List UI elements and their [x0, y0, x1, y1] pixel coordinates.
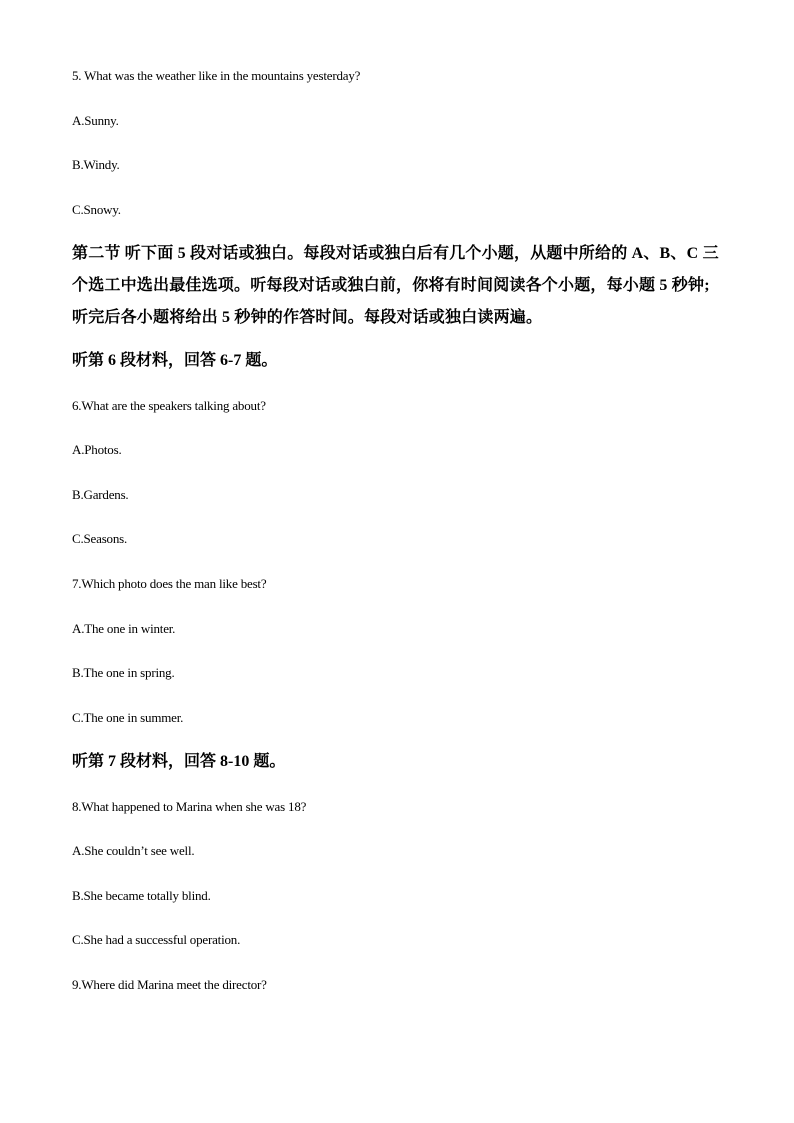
- question-7: 7.Which photo does the man like best?: [72, 576, 267, 591]
- question-5: 5. What was the weather like in the mountains yesterday?: [72, 68, 361, 83]
- q5-option-b: B.Windy.: [72, 157, 120, 172]
- q8-option-c: C.She had a successful operation.: [72, 932, 241, 947]
- q7-option-c: C.The one in summer.: [72, 710, 184, 725]
- q7-option-b: B.The one in spring.: [72, 665, 175, 680]
- q6-option-a: A.Photos.: [72, 442, 122, 457]
- question-9: 9.Where did Marina meet the director?: [72, 977, 267, 992]
- q7-option-a: A.The one in winter.: [72, 621, 176, 636]
- q6-option-c: C.Seasons.: [72, 531, 128, 546]
- section-2-instructions: 第二节 听下面 5 段对话或独白。每段对话或独白后有几个小题，从题中所给的 A、B、C 三个选工中选出最佳选项。听每段对话或独白前，你将有时间阅读各个小题，每小题 5 秒钟;听完后各小题将给出 5 秒钟的作答时间。每段对话或独白读两遍。: [72, 245, 719, 326]
- q5-option-c: C.Snowy.: [72, 202, 121, 217]
- q8-option-a: A.She couldn’t see well.: [72, 843, 195, 858]
- material-6-heading: 听第 6 段材料，回答 6-7 题。: [72, 352, 278, 369]
- material-7-heading: 听第 7 段材料，回答 8-10 题。: [72, 753, 286, 770]
- question-8: 8.What happened to Marina when she was 18?: [72, 799, 307, 814]
- q5-option-a: A.Sunny.: [72, 113, 119, 128]
- q6-option-b: B.Gardens.: [72, 487, 129, 502]
- question-6: 6.What are the speakers talking about?: [72, 398, 266, 413]
- q8-option-b: B.She became totally blind.: [72, 888, 211, 903]
